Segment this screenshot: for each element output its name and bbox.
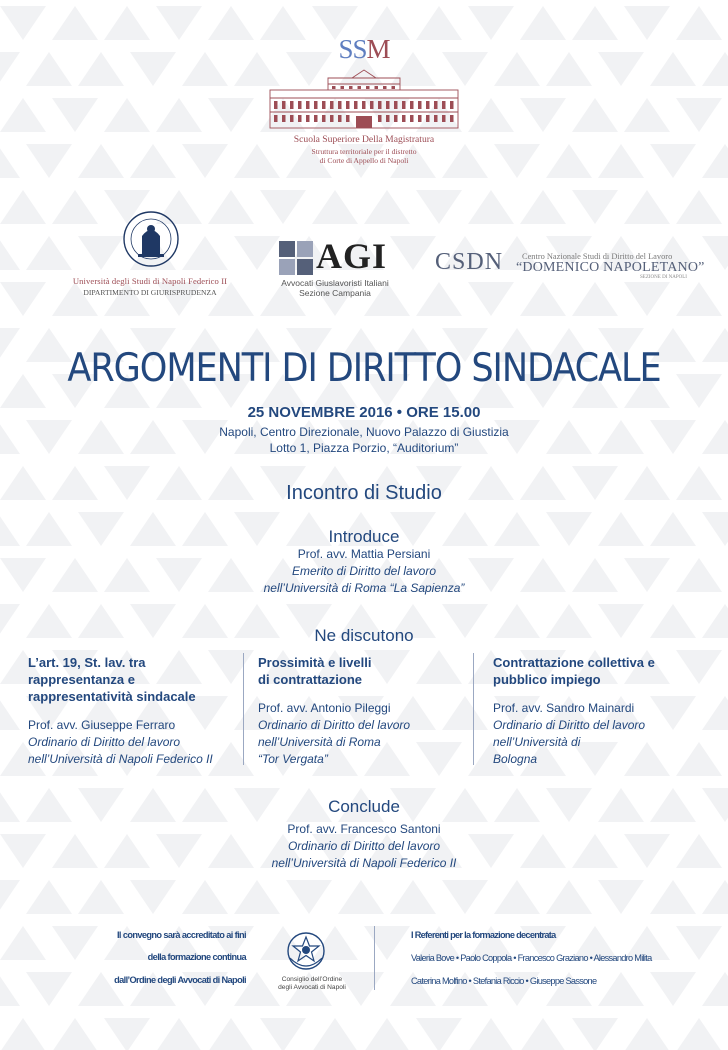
background-triangle [676,98,722,132]
discussant-column-1 [28,654,238,768]
discussant-role-line: nell’Università di [493,735,581,749]
csdn-line-3: SEZIONE DI NAPOLI [640,275,687,280]
background-triangle [624,190,670,224]
background-triangle [52,1018,98,1050]
background-triangle [624,98,670,132]
palace-window [298,115,302,122]
palace-window [282,101,286,109]
background-triangle [598,880,644,914]
background-triangle [0,328,20,362]
background-triangle [598,972,644,1006]
palace-window [341,86,345,89]
background-triangle [104,1018,150,1050]
column-divider [243,653,244,765]
palace-window [322,101,326,109]
palace-window [386,115,390,122]
italian-republic-emblem-icon [284,930,328,972]
conclude-role-1: Ordinario di Diritto del lavoro [287,839,441,853]
background-triangle [208,98,254,132]
discussant-name: Prof. avv. Giuseppe Ferraro [28,718,176,732]
palace-window [450,101,454,109]
ssm-structure-line-2: di Corte di Appello di Napoli [319,156,409,165]
palace-window [442,115,446,122]
ssm-logo [0,34,728,65]
background-triangle [416,282,462,316]
council-name-1: Consiglio dell’Ordine [281,976,343,983]
event-location-1: Napoli, Centro Direzionale, Nuovo Palazzo di Giustizia [219,425,509,439]
introduce-role-2: nell’Università di Roma “La Sapienza” [263,581,465,595]
background-triangle [702,328,728,362]
background-triangle [78,880,124,914]
introduce-role-1: Emerito di Diritto del lavoro [291,564,437,578]
palace-window [418,115,422,122]
palace-window [386,101,390,109]
event-title: ARGOMENTI DI DIRITTO SINDACALE [67,346,661,391]
event-subtitle: Incontro di Studio [286,482,442,504]
palace-window [434,101,438,109]
accreditation-line-3: dall’Ordine degli Avvocati di Napoli [114,975,246,985]
discussant-column-3 [493,654,713,768]
background-triangle [702,972,728,1006]
palace-window [402,101,406,109]
introduce-heading: Introduce [328,527,400,546]
discussant-role-line: “Tor Vergata” [258,752,328,766]
palace-building-icon [268,68,460,130]
background-triangle [676,282,722,316]
palace-window [322,115,326,122]
background-triangle [390,880,436,914]
referents-line-1: Valeria Bove • Paolo Coppola • Francesco Graziano • Alessandro Milita [411,953,652,963]
background-triangle [0,972,20,1006]
discussant-name: Prof. avv. Sandro Mainardi [493,701,635,715]
background-triangle [416,190,462,224]
discussant-topic-line: Prossimità e livelli [258,655,372,670]
conclude-name: Prof. avv. Francesco Santoni [287,822,441,836]
palace-window [426,115,430,122]
discussant-topic-line: di contrattazione [258,672,363,687]
palace-window [410,101,414,109]
background-triangle [182,880,228,914]
agi-subtitle-2: Sezione Campania [299,288,371,298]
palace-window [392,86,396,89]
palace-window [410,115,414,122]
palace-window [346,101,350,109]
palace-window [362,101,366,109]
ssm-logo-m: M [366,34,390,64]
csdn-line-1: Centro Nazionale Studi di Diritto del Lavoro [522,252,673,261]
background-triangle [546,880,592,914]
discussant-topic-line: L’art. 19, St. lav. tra [28,655,146,670]
background-triangle [26,880,72,914]
discussant-column-2 [258,654,463,768]
background-triangle [52,98,98,132]
background-triangle [286,880,332,914]
background-triangle [468,98,514,132]
background-triangle [338,880,384,914]
discussant-topic-line: rappresentatività sindacale [28,689,196,704]
background-triangle [234,236,280,270]
background-triangle [676,1018,722,1050]
ssm-logo-ss: SS [338,34,367,64]
discussant-topic-line: pubblico impiego [493,672,601,687]
palace-window [426,101,430,109]
discussant-role-line: Bologna [493,752,538,766]
background-triangle [494,880,540,914]
background-triangle [130,880,176,914]
discussant-role-line: Ordinario di Diritto del lavoro [258,718,411,732]
referents-heading: I Referenti per la formazione decentrata [411,930,556,940]
event-date: 25 NOVEMBRE 2016 • ORE 15.00 [247,404,481,421]
background-triangle [572,282,618,316]
palace-window [332,86,336,89]
discussant-role-line: nell’Università di Napoli Federico II [28,752,213,766]
palace-window [306,101,310,109]
palace-window [394,115,398,122]
conclude-role-2: nell’Università di Napoli Federico II [271,856,457,870]
palace-window [450,115,454,122]
background-triangle [702,236,728,270]
discussant-topic-line: rappresentanza e [28,672,135,687]
background-triangle [650,972,696,1006]
background-triangle [676,190,722,224]
palace-window [346,115,350,122]
palace-window [314,115,318,122]
background-triangle [364,926,410,960]
palace-window [349,86,353,89]
background-triangle [468,190,514,224]
ssm-structure-line-1: Struttura territoriale per il distretto [311,147,417,156]
footer-divider [374,926,375,990]
discussant-role-line: Ordinario di Diritto del lavoro [493,718,646,732]
background-triangle [520,282,566,316]
palace-window [354,101,358,109]
referents-line-2: Caterina Molfino • Stefania Riccio • Giuseppe Sassone [411,976,597,986]
csdn-line-2: “DOMENICO NAPOLETANO” [516,260,705,275]
background-triangle [156,1018,202,1050]
university-name: Università degli Studi di Napoli Federico II [72,276,228,286]
background-triangle [0,1018,46,1050]
background-triangle [260,190,306,224]
conclude-heading: Conclude [328,797,400,816]
university-seal-icon [122,210,180,268]
palace-window [290,115,294,122]
palace-window [366,86,370,89]
background-triangle [208,190,254,224]
palace-window [274,101,278,109]
background-triangle [260,1018,306,1050]
background-triangle [520,190,566,224]
background-triangle [572,190,618,224]
background-triangle [416,1018,462,1050]
background-triangle [650,880,696,914]
background-triangle [26,236,72,270]
palace-window [402,115,406,122]
background-triangle [182,236,228,270]
palace-window [298,101,302,109]
palace-window [358,86,362,89]
introduce-name: Prof. avv. Mattia Persiani [297,547,431,561]
palace-window [383,86,387,89]
palace-window [378,115,382,122]
palace-window [330,101,334,109]
background-triangle [364,1018,410,1050]
background-triangle [0,696,20,730]
background-triangle [78,236,124,270]
background-triangle [520,1018,566,1050]
discussants-heading: Ne discutono [314,626,414,645]
palace-window [282,115,286,122]
palace-window [394,101,398,109]
background-triangle [104,98,150,132]
accreditation-line-2: della formazione continua [147,952,246,962]
discussant-topic-line: Contrattazione collettiva e [493,655,655,670]
background-triangle [390,236,436,270]
background-triangle [572,1018,618,1050]
background-triangle [0,236,20,270]
palace-window [370,101,374,109]
background-triangle [676,926,722,960]
background-triangle [234,880,280,914]
palace-window [274,115,278,122]
background-triangle [0,98,46,132]
background-triangle [468,282,514,316]
ssm-school-name: Scuola Superiore Della Magistratura [293,134,435,145]
university-department: DIPARTIMENTO DI GIURISPRUDENZA [83,288,217,297]
agi-logo-text: AGI [316,236,388,276]
palace-window [290,101,294,109]
palace-window [418,101,422,109]
background-triangle [572,98,618,132]
background-triangle [520,98,566,132]
background-triangle [364,190,410,224]
background-triangle [52,190,98,224]
background-triangle [312,190,358,224]
background-triangle [624,282,670,316]
background-triangle [442,880,488,914]
discussant-role-line: nell’Università di Roma [258,735,381,749]
column-divider [473,653,474,765]
background-triangle [208,1018,254,1050]
discussant-name: Prof. avv. Antonio Pileggi [258,701,391,715]
palace-window [375,86,379,89]
background-triangle [0,880,20,914]
background-triangle [312,1018,358,1050]
agi-logo-icon [279,241,313,275]
palace-window [434,115,438,122]
agi-subtitle-1: Avvocati Giuslavoristi Italiani [281,278,389,288]
background-triangle [468,1018,514,1050]
background-triangle [624,1018,670,1050]
palace-window [338,101,342,109]
discussant-role-line: Ordinario di Diritto del lavoro [28,735,181,749]
event-location-2: Lotto 1, Piazza Porzio, “Auditorium” [269,441,459,455]
background-triangle [702,880,728,914]
background-triangle [0,190,46,224]
csdn-logo: CSDN [435,249,504,275]
palace-window [442,101,446,109]
background-triangle [156,98,202,132]
accreditation-line-1: Il convegno sarà accreditato ai fini [116,930,246,940]
palace-window [378,101,382,109]
palace-window [330,115,334,122]
palace-window [306,115,310,122]
palace-window [314,101,318,109]
council-name-2: degli Avvocati di Napoli [278,984,346,991]
palace-window [338,115,342,122]
